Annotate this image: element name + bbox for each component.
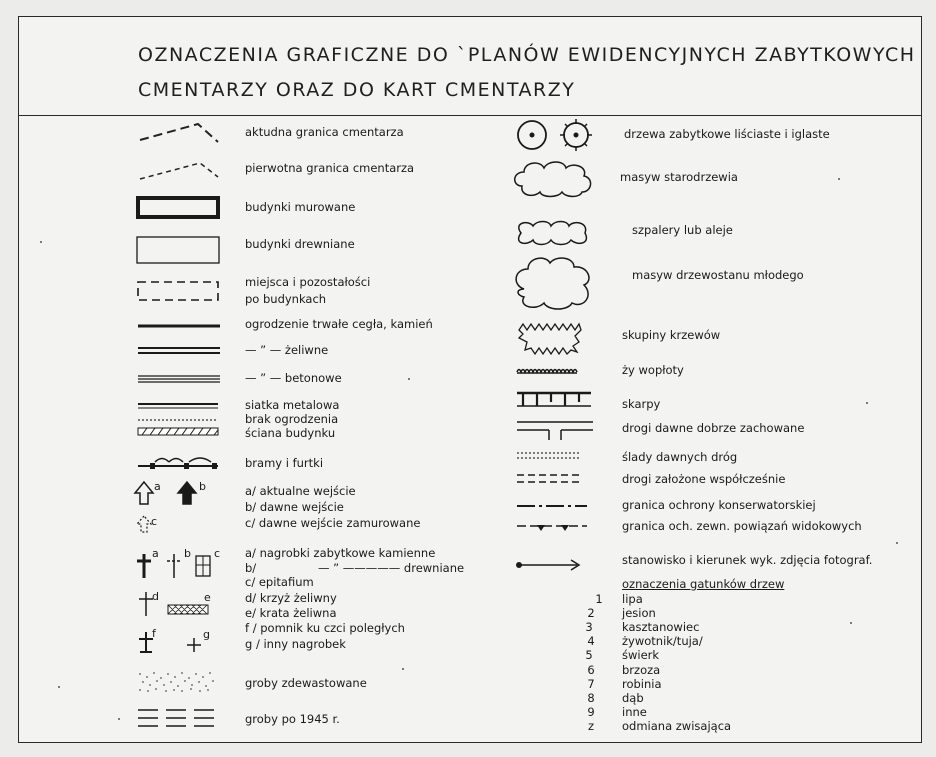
label-miejsca-1: miejsca i pozostałości (245, 275, 371, 289)
species-name: kasztanowiec (622, 620, 700, 634)
label-pomnik: f / pomnik ku czci poległych (245, 621, 405, 635)
species-num: 2 (587, 606, 595, 620)
label-betonowe: — ” — betonowe (245, 371, 342, 385)
protection-boundary-symbol (515, 502, 595, 510)
letter-g: g (203, 628, 210, 641)
species-name: jesion (622, 606, 656, 620)
letter-b-tomb: b (184, 547, 191, 560)
title-divider (18, 115, 922, 116)
label-nagrobki-b2: — ” ————— drewniane (318, 561, 465, 575)
label-masyw-mlody: masyw drzewostanu młodego (632, 268, 804, 282)
brick-building-symbol (136, 196, 222, 220)
label-stanowisko: stanowisko i kierunek wyk. zdjęcia fotograf. (622, 553, 873, 567)
modern-roads-symbol (515, 473, 595, 485)
speck (118, 718, 120, 720)
embankments-symbol (515, 390, 595, 410)
label-granica-ochrony: granica ochrony konserwatorskiej (622, 498, 816, 512)
speck (866, 402, 868, 404)
label-drewniane: budynki drewniane (245, 237, 355, 251)
label-zdewastowane: groby zdewastowane (245, 676, 367, 690)
label-brak: brak ogrodzenia (245, 412, 339, 426)
species-num: 4 (587, 634, 595, 648)
speck (58, 686, 60, 688)
species-name: dąb (622, 691, 644, 705)
species-num: 9 (587, 705, 595, 719)
tree-rows-symbol (515, 218, 595, 248)
species-num: 8 (587, 691, 595, 705)
label-krzyz: d/ krzyż żeliwny (245, 591, 337, 605)
label-drogi-dawne: drogi dawne dobrze zachowane (622, 421, 805, 435)
title-line-2: CMENTARZY ORAZ DO KART CMENTARZY (138, 79, 576, 101)
label-drzewa: drzewa zabytkowe liściaste i iglaste (624, 127, 830, 141)
label-siatka: siatka metalowa (245, 398, 340, 412)
cast-iron-fence-symbol (138, 346, 224, 356)
speck (408, 378, 410, 380)
letter-a-tomb: a (152, 547, 159, 560)
letter-a-entrance: a (154, 480, 161, 493)
letter-f: f (152, 627, 156, 640)
entrance-symbols (132, 480, 222, 536)
species-name: odmiana zwisająca (622, 719, 732, 733)
species-name: robinia (622, 677, 662, 691)
speck (850, 622, 852, 624)
species-num: 3 (585, 620, 593, 634)
label-ogrodzenie: ogrodzenie trwałe cegła, kamień (245, 317, 433, 331)
shrub-groups-symbol (515, 320, 595, 356)
speck (896, 542, 898, 544)
speck (838, 178, 840, 180)
label-masyw-staro: masyw starodrzewia (620, 170, 738, 184)
label-miejsca-2: po budynkach (245, 292, 327, 306)
old-roads-symbol (515, 418, 595, 442)
label-wejscie-b: b/ dawne wejście (245, 500, 344, 514)
species-num: 1 (595, 592, 603, 606)
label-bramy: bramy i furtki (245, 456, 324, 470)
species-name: brzoza (622, 663, 661, 677)
letter-c-entrance: c (151, 515, 158, 528)
letter-c-tomb: c (214, 547, 221, 560)
devastated-graves-symbol (136, 670, 222, 694)
wall-fence-symbols (138, 401, 224, 441)
building-remains-symbol (136, 280, 222, 304)
label-wejscie-c: c/ dawne wejście zamurowane (245, 516, 421, 530)
old-road-traces-symbol (515, 451, 595, 461)
young-forest-mass-symbol (512, 255, 596, 311)
wooden-building-symbol (136, 236, 222, 266)
speck (40, 241, 42, 243)
speck (402, 668, 404, 670)
label-szpalery: szpalery lub aleje (632, 223, 733, 237)
photo-position-symbol (515, 557, 595, 571)
species-header: oznaczenia gatunków drzew (622, 577, 785, 591)
label-skupiny: skupiny krzewów (622, 328, 721, 342)
label-aktualna: aktudna granica cmentarza (245, 125, 404, 139)
label-krata: e/ krata żeliwna (245, 606, 337, 620)
species-name: lipa (622, 592, 643, 606)
label-drogi-wspolczesne: drogi założone współcześnie (622, 472, 786, 486)
gates-symbol (138, 452, 224, 472)
label-skarpy: skarpy (622, 397, 661, 411)
label-wejscie-a: a/ aktualne wejście (245, 484, 356, 498)
monument-other-symbols (134, 626, 224, 660)
historic-trees-symbol (516, 118, 600, 152)
label-sciana: ściana budynku (245, 426, 336, 440)
label-murowane: budynki murowane (245, 200, 356, 214)
graves-after-1945-symbol (136, 707, 222, 731)
letter-b-entrance: b (199, 480, 206, 493)
species-name: inne (622, 705, 647, 719)
tombstone-symbols (134, 548, 224, 584)
letter-e: e (204, 591, 211, 604)
label-epitafium: c/ epitafium (245, 575, 314, 589)
label-granica-powiazan: granica och. zewn. powiązań widokowych (622, 519, 862, 533)
view-boundary-symbol (515, 520, 595, 534)
old-growth-mass-symbol (512, 158, 596, 200)
species-name: żywotnik/tuja/ (622, 634, 703, 648)
original-boundary-symbol (138, 155, 228, 185)
label-zywoploty: ży wopłoty (622, 363, 684, 377)
hedges-symbol (515, 366, 595, 376)
label-zeliwne: — ” — żeliwne (245, 343, 329, 357)
current-boundary-symbol (138, 118, 228, 148)
species-name: świerk (622, 648, 660, 662)
species-num: z (587, 719, 595, 733)
label-slady: ślady dawnych dróg (622, 450, 738, 464)
concrete-fence-symbol (138, 374, 224, 384)
species-num: 6 (587, 663, 595, 677)
label-inny: g / inny nagrobek (245, 637, 346, 651)
species-num: 7 (587, 677, 595, 691)
label-nagrobki-b1: b/ (245, 561, 257, 575)
label-pierwotna: pierwotna granica cmentarza (245, 161, 415, 175)
permanent-fence-symbol (138, 321, 224, 331)
title-line-1: OZNACZENIA GRAFICZNE DO ˋPLANÓW EWIDENCYJNYCH ZABYTKOWYCH (138, 44, 916, 66)
letter-d: d (152, 590, 159, 603)
species-num: 5 (585, 648, 593, 662)
label-nagrobki-a: a/ nagrobki zabytkowe kamienne (245, 546, 436, 560)
label-groby-1945: groby po 1945 r. (245, 712, 340, 726)
